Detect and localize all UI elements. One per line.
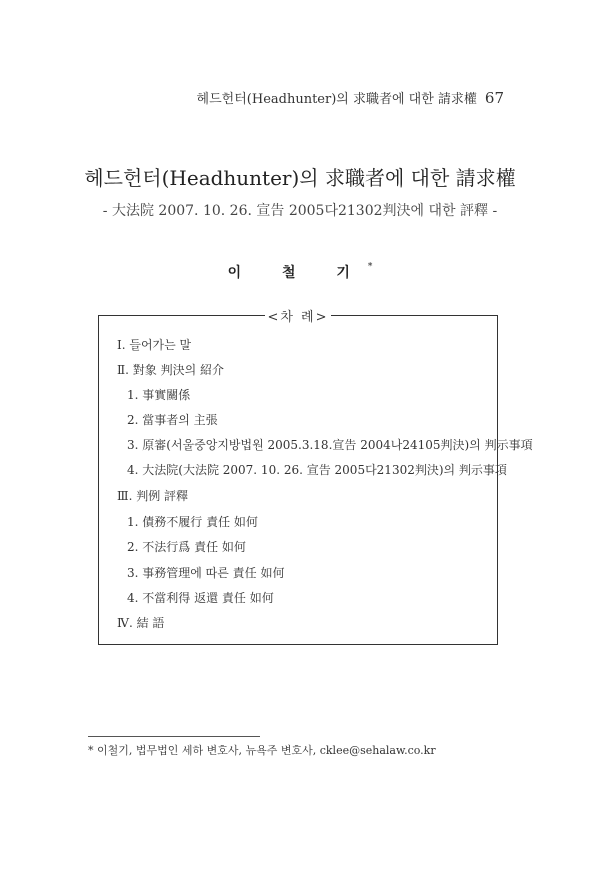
toc-item: 1. 事實關係 bbox=[127, 388, 191, 402]
toc-item: 3. 事務管理에 따른 責任 如何 bbox=[127, 566, 285, 580]
toc-item: 4. 大法院(大法院 2007. 10. 26. 宣告 2005다21302判決)의 判示事項 bbox=[127, 463, 507, 477]
toc-item: 1. 債務不履行 責任 如何 bbox=[127, 515, 258, 529]
running-header bbox=[197, 88, 504, 107]
toc-heading-label: <차 례> bbox=[267, 310, 329, 325]
author-footnote-mark: * bbox=[367, 262, 373, 273]
toc-item: 2. 當事者의 主張 bbox=[127, 413, 218, 427]
article-subtitle: - 大法院 2007. 10. 26. 宣告 2005다21302判決에 대한 評釋 - bbox=[102, 203, 498, 219]
toc-item: Ⅳ. 結 語 bbox=[117, 616, 165, 630]
footnote-divider bbox=[88, 736, 260, 737]
toc-item: Ⅱ. 對象 判決의 紹介 bbox=[117, 363, 225, 377]
toc-item: 2. 不法行爲 責任 如何 bbox=[127, 540, 246, 554]
toc-item: Ⅲ. 判例 評釋 bbox=[117, 489, 189, 503]
author-name: 이 철 기 bbox=[227, 265, 368, 281]
toc-item: 3. 原審(서울중앙지방법원 2005.3.18.宣告 2004나24105判決)의 判示事項 bbox=[127, 438, 533, 452]
page-number: 67 bbox=[484, 89, 504, 107]
table-of-contents bbox=[98, 310, 533, 645]
author bbox=[0, 262, 600, 282]
toc-item: Ⅰ. 들어가는 말 bbox=[117, 338, 192, 352]
article-title: 헤드헌터(Headhunter)의 求職者에 대한 請求權 bbox=[84, 166, 516, 190]
toc-item: 4. 不當利得 返還 責任 如何 bbox=[127, 591, 274, 605]
toc-heading bbox=[99, 306, 497, 325]
footnote: * 이철기, 법무법인 세하 변호사, 뉴욕주 변호사, cklee@sehalaw.co.kr bbox=[88, 744, 436, 757]
running-header-title: 헤드헌터(Headhunter)의 求職者에 대한 請求權 bbox=[196, 92, 477, 107]
